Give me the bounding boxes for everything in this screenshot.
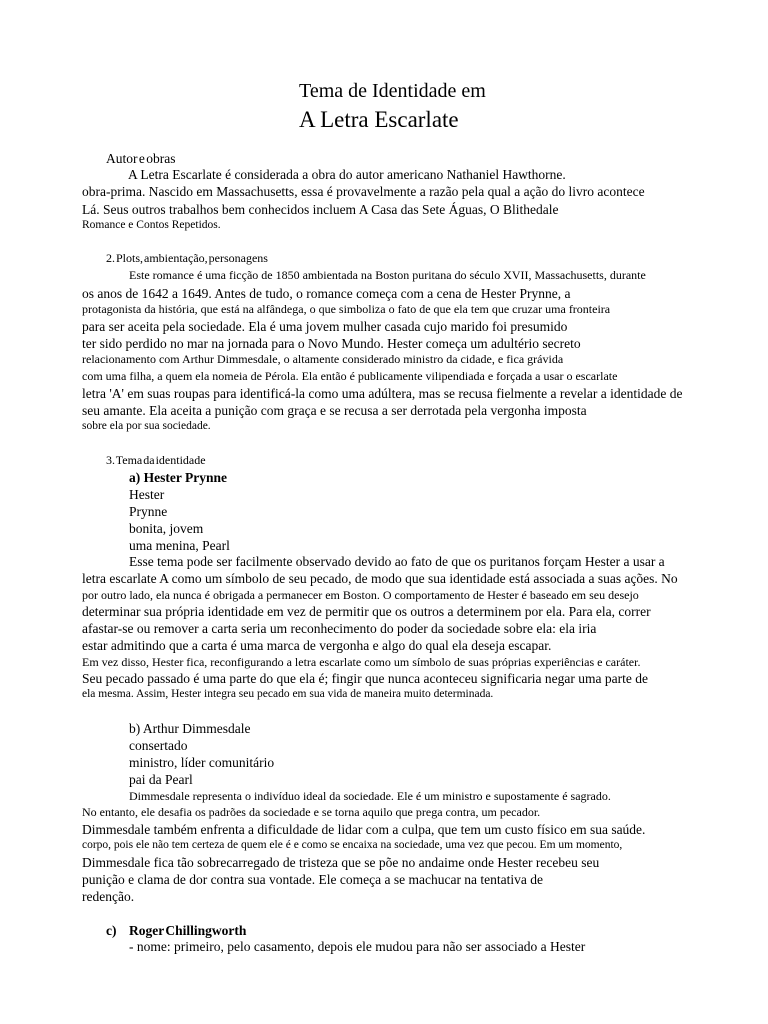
paragraph-line: Seu pecado passado é uma parte do que ela é; fingir que nunca aconteceu significaria negar uma parte de — [82, 671, 648, 686]
list-label-c: c) — [106, 923, 117, 938]
list-item: bonita, jovem — [129, 521, 204, 536]
paragraph-line: sobre ela por sua sociedade. — [82, 420, 211, 432]
paragraph-line: obra-prima. Nascido em Massachusetts, essa é provavelmente a razão pela qual a ação do livro acontece — [82, 184, 645, 199]
paragraph-line: ela mesma. Assim, Hester integra seu pecado em sua vida de maneira muito determinada. — [82, 688, 494, 700]
paragraph-line: Dimmesdale fica tão sobrecarregado de tristeza que se põe no andaime onde Hester recebeu seu — [82, 855, 600, 870]
subheading-hester: a) Hester Prynne — [129, 470, 227, 485]
paragraph-line: protagonista da história, que está na alfândega, o que simboliza o fato de que ela tem que cruzar uma fronteira — [82, 302, 611, 316]
paragraph-line: os anos de 1642 a 1649. Antes de tudo, o romance começa com a cena de Hester Prynne, a — [82, 286, 571, 301]
paragraph-line: Romance e Contos Repetidos. — [82, 219, 221, 231]
paragraph-line: redenção. — [82, 889, 135, 904]
paragraph-line: relacionamento com Arthur Dimmesdale, o altamente considerado ministro da cidade, e fica grávida — [82, 352, 564, 366]
paragraph-line: Lá. Seus outros trabalhos bem conhecidos incluem A Casa das Sete Águas, O Blithedale — [82, 202, 559, 217]
paragraph-line: determinar sua própria identidade em vez de permitir que os outros a determinem por ela. Para ela, correr — [82, 604, 651, 619]
paragraph-line: letra 'A' em suas roupas para identificá-la como uma adúltera, mas se recusa fielmente a revelar a identidade de — [82, 386, 683, 401]
subheading-chillingworth: Roger Chillingworth — [129, 923, 247, 938]
paragraph-line: com uma filha, a quem ela nomeia de Pérola. Ela então é publicamente vilipendiada e forçada a usar o escarlate — [82, 369, 618, 383]
paragraph-line: estar admitindo que a carta é uma marca de vergonha e algo do qual ela deseja escapar. — [82, 638, 552, 653]
page-title-line1: Tema de Identidade em — [299, 80, 486, 102]
paragraph-line: por outro lado, ela nunca é obrigada a permanecer em Boston. O comportamento de Hester é baseado em seu desejo — [82, 588, 639, 602]
paragraph-line: A Letra Escarlate é considerada a obra do autor americano Nathaniel Hawthorne. — [128, 167, 566, 182]
paragraph-line: punição e clama de dor contra sua vontade. Ele começa a se machucar na tentativa de — [82, 872, 544, 887]
list-item: uma menina, Pearl — [129, 538, 230, 553]
paragraph-line: Esse tema pode ser facilmente observado devido ao fato de que os puritanos forçam Hester a usar a — [129, 554, 665, 569]
page-title-line2: A Letra Escarlate — [299, 107, 459, 132]
list-item: pai da Pearl — [129, 772, 193, 787]
paragraph-line: seu amante. Ela aceita a punição com graça e se recusa a ser derrotada pela vergonha imposta — [82, 403, 587, 418]
paragraph-line: corpo, pois ele não tem certeza de quem ele é e como se encaixa na sociedade, uma vez que pecou. Em um momento, — [82, 839, 623, 851]
paragraph-line: para ser aceita pela sociedade. Ela é uma jovem mulher casada cujo marido foi presumido — [82, 319, 568, 334]
subheading-dimmesdale: b) Arthur Dimmesdale — [129, 721, 251, 736]
paragraph-line: Este romance é uma ficção de 1850 ambientada na Boston puritana do século XVII, Massachusetts, durante — [129, 268, 646, 282]
paragraph-line: - nome: primeiro, pelo casamento, depois ele mudou para não ser associado a Hester — [129, 939, 586, 954]
paragraph-line: Em vez disso, Hester fica, reconfigurando a letra escarlate como um símbolo de suas próprias experiências e caráter. — [82, 655, 641, 669]
paragraph-line: Dimmesdale representa o indivíduo ideal da sociedade. Ele é um ministro e supostamente é sagrado. — [129, 789, 611, 803]
list-item: Prynne — [129, 504, 168, 519]
section-heading-identity: 3. Tema da identidade — [106, 453, 206, 467]
paragraph-line: letra escarlate A como um símbolo de seu pecado, de modo que sua identidade está associada a suas ações. No — [82, 571, 678, 586]
paragraph-line: Dimmesdale também enfrenta a dificuldade de lidar com a culpa, que tem um custo físico em sua saúde. — [82, 822, 646, 837]
list-item: ministro, líder comunitário — [129, 755, 275, 770]
paragraph-line: No entanto, ele desafia os padrões da sociedade e se torna aquilo que prega contra, um pecador. — [82, 805, 541, 819]
section-heading-plots: 2. Plots, ambientação, personagens — [106, 251, 268, 265]
paragraph-line: afastar-se ou remover a carta seria um reconhecimento do poder da sociedade sobre ela: ela iria — [82, 621, 597, 636]
list-item: Hester — [129, 487, 165, 502]
section-heading-author: Autor e obras — [106, 151, 176, 166]
paragraph-line: ter sido perdido no mar na jornada para o Novo Mundo. Hester começa um adultério secreto — [82, 336, 581, 351]
list-item: consertado — [129, 738, 188, 753]
